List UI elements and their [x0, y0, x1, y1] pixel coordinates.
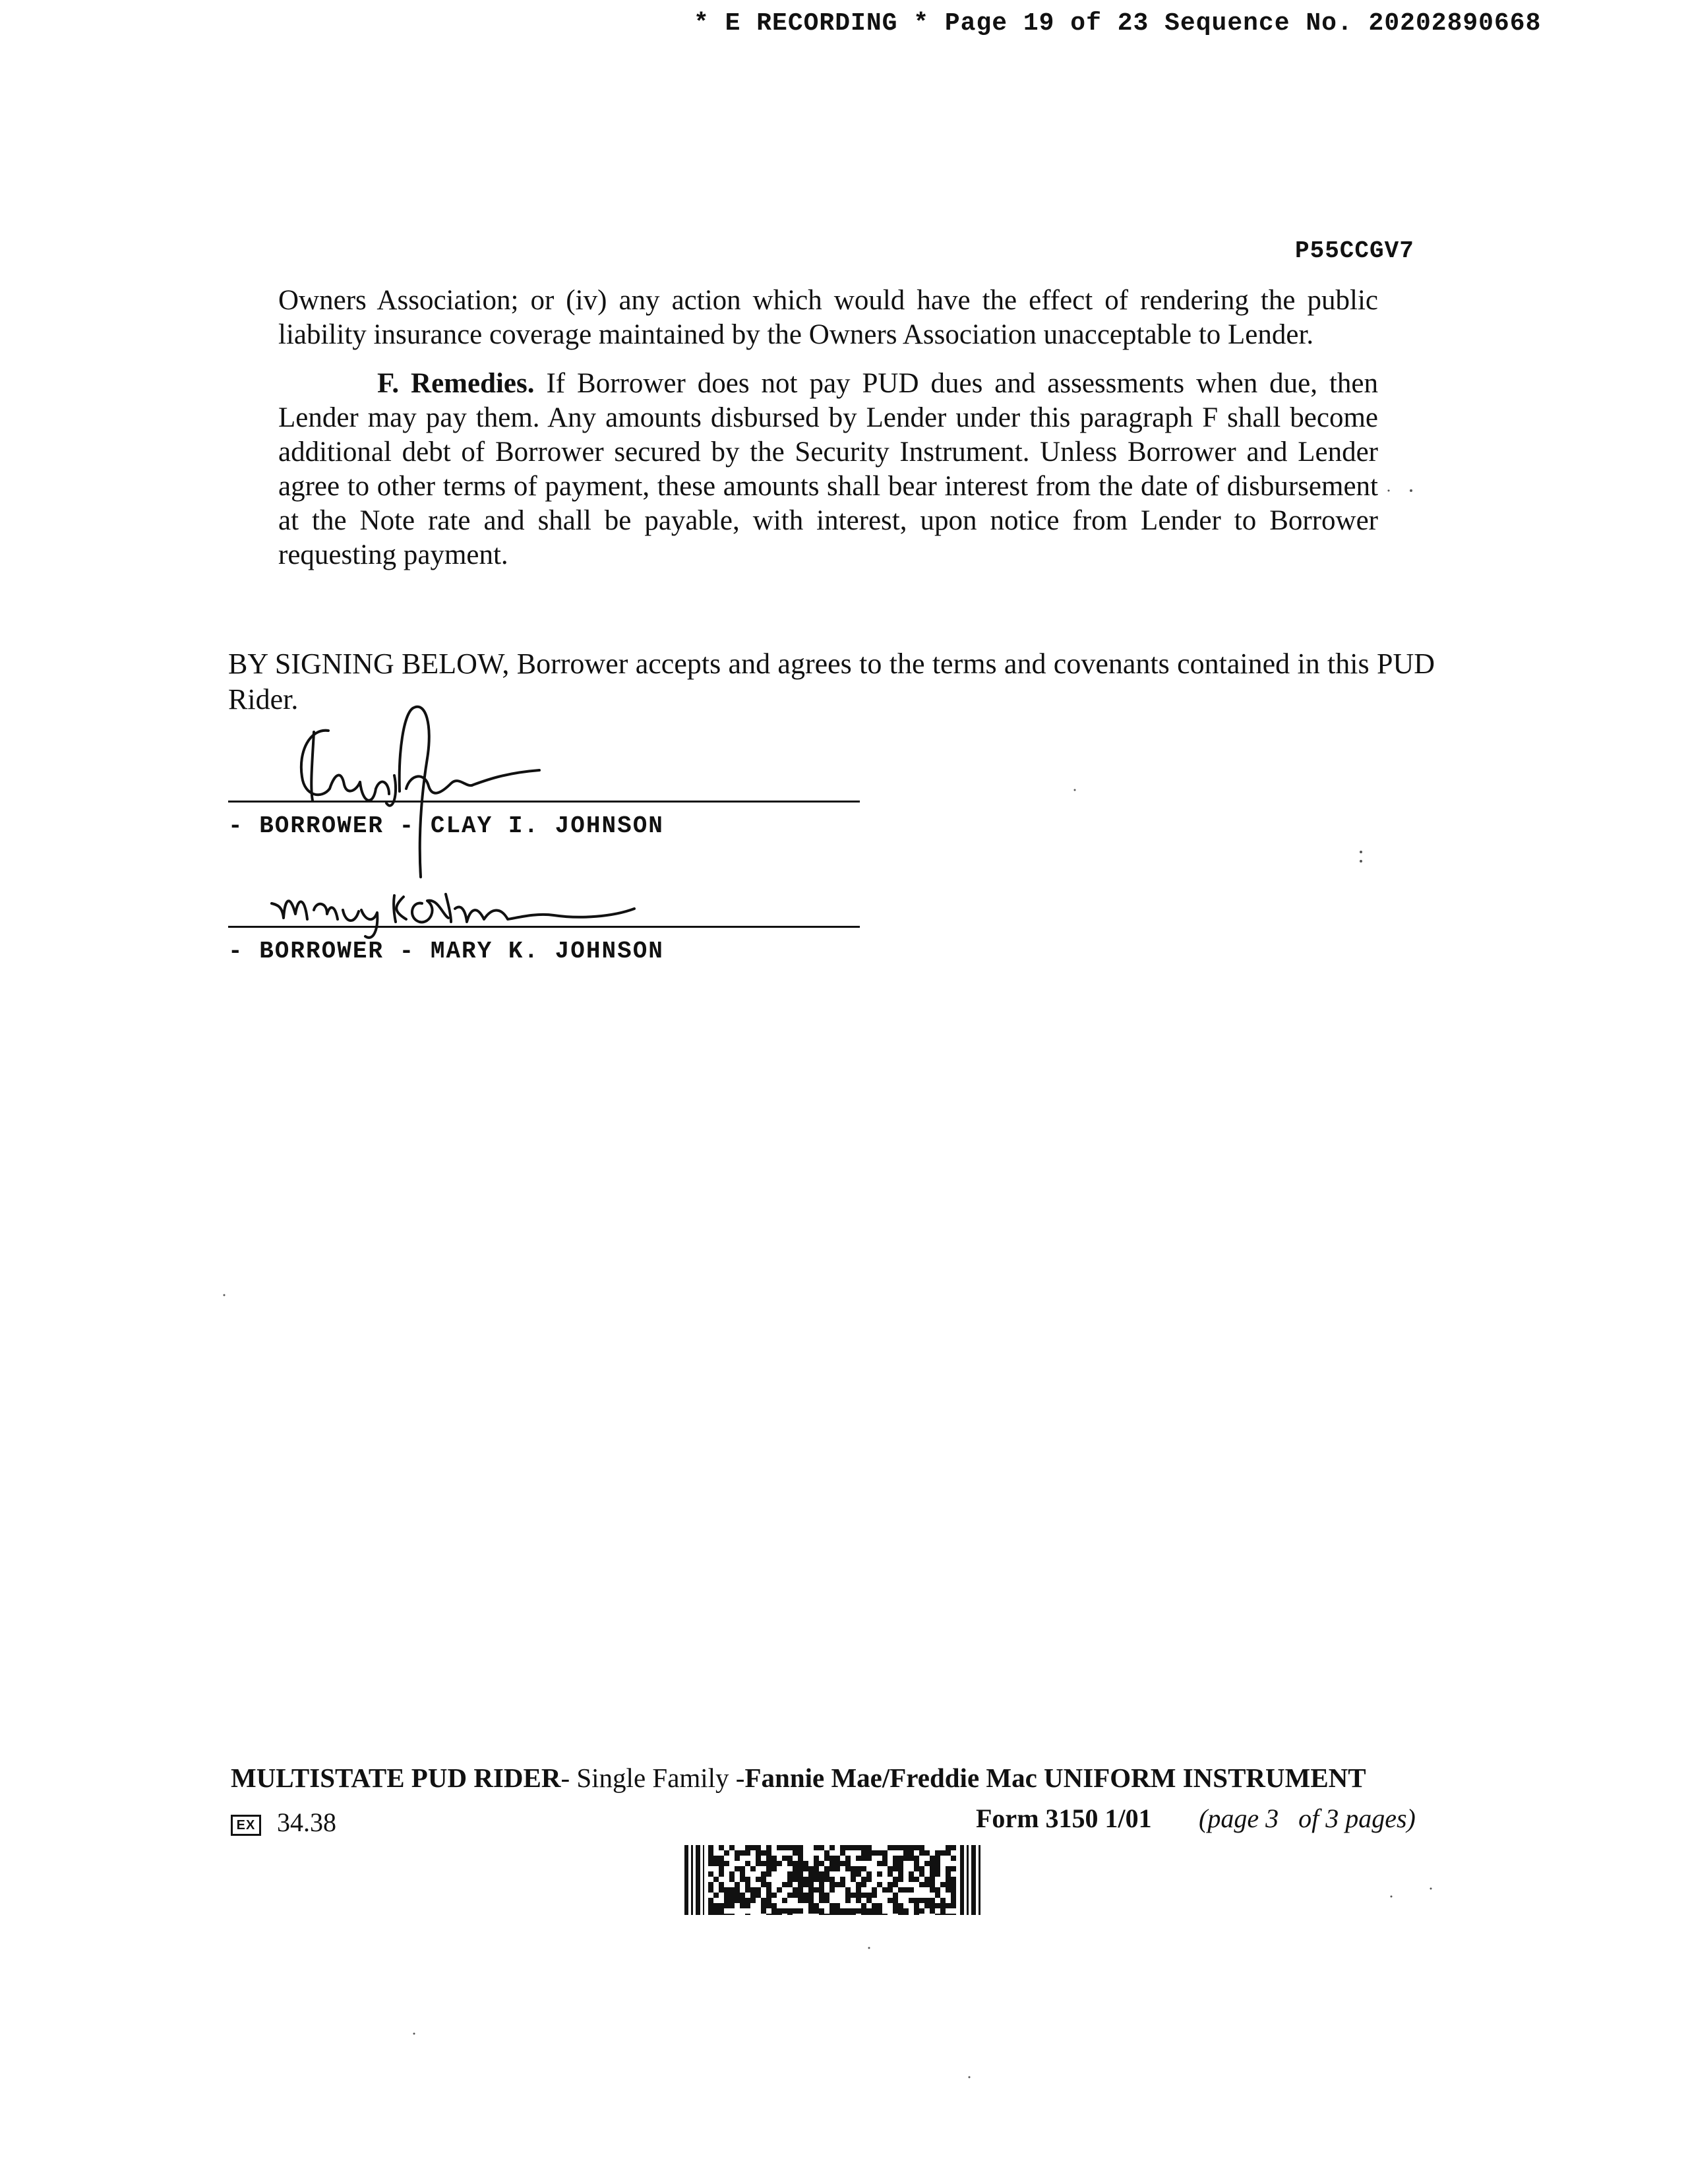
- form-code: 34.38: [277, 1807, 336, 1837]
- loan-code: P55CCGV7: [1295, 237, 1414, 264]
- recording-header: * E RECORDING * Page 19 of 23 Sequence No. 20202890668: [694, 9, 1542, 38]
- form-title-part3: Fannie Mae/Freddie Mac UNIFORM INSTRUMENT: [744, 1763, 1366, 1793]
- form-title-part2: - Single Family -: [560, 1763, 745, 1793]
- signing-statement: BY SIGNING BELOW, Borrower accepts and agrees to the terms and covenants contained in this PUD Rider.: [228, 648, 1435, 715]
- form-number: Form 3150 1/01: [976, 1804, 1152, 1833]
- signature-clay-johnson: [301, 707, 539, 877]
- continuation-paragraph: Owners Association; or (iv) any action which would have the effect of rendering the public liability insurance coverage maintained by the Owners Association unacceptable to Lender.: [278, 285, 1378, 350]
- remedies-heading: F. Remedies.: [377, 368, 535, 399]
- barcode-icon: [684, 1845, 984, 1915]
- signature-line-mary: [228, 926, 860, 928]
- remedies-text: If Borrower does not pay PUD dues and assessments when due, then Lender may pay them. Any amounts disbursed by Lender under this paragraph F shall become additional debt of Borrower secured by the Security Instrument. Unless Borrower and Lender agree to other terms of payment, these amounts shall bear interest from the date of disbursement at the Note rate and shall be payable, with interest, upon notice from Lender to Borrower requesting payment.: [278, 368, 1378, 570]
- signature-caption-mary: - BORROWER - MARY K. JOHNSON: [228, 938, 664, 965]
- signature-caption-clay: - BORROWER - CLAY I. JOHNSON: [228, 812, 664, 839]
- ex-logo-icon: EX: [231, 1815, 261, 1836]
- form-title: [231, 1762, 1366, 1794]
- signature-mary-johnson: [272, 894, 634, 938]
- page-indicator: (page 3 of 3 pages): [1199, 1804, 1416, 1833]
- remedies-paragraph: [278, 367, 1378, 572]
- form-title-part1: MULTISTATE PUD RIDER: [231, 1763, 561, 1793]
- signature-line-clay: [228, 801, 860, 803]
